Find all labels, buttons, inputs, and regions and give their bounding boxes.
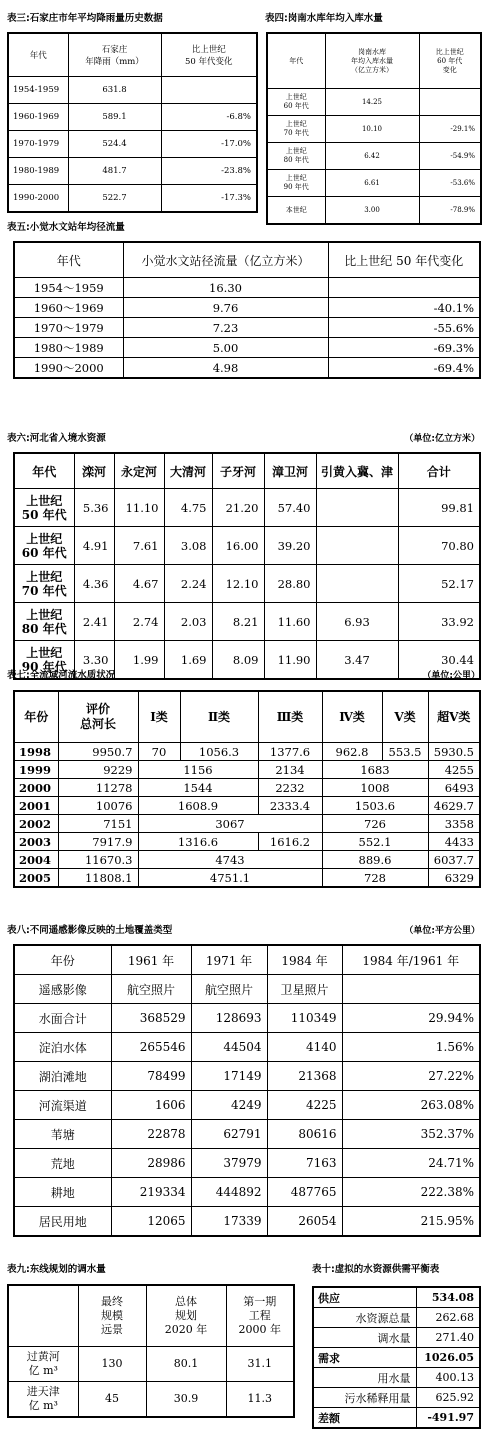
table-cell: 8.21 [212, 603, 264, 641]
year-cell: 1998 [14, 743, 58, 761]
table-cell: 上世纪 70 年代 [267, 116, 325, 143]
table-row [8, 131, 257, 158]
table-cell: 4249 [191, 1091, 267, 1120]
table-cell: 368529 [111, 1004, 191, 1033]
table-row [267, 143, 481, 170]
table-cell: 1503.6 [322, 797, 428, 815]
table-cell: 21.20 [212, 489, 264, 527]
table-cell: 80616 [267, 1120, 342, 1149]
table-cell: 589.1 [68, 104, 161, 131]
table-cell: -69.4% [328, 358, 480, 379]
table-cell: 上世纪 80 年代 [267, 143, 325, 170]
table-cell: 苇塘 [14, 1120, 111, 1149]
t8-subheader-cell: 航空照片 [111, 975, 191, 1004]
table7-caption: 表七:全流域河流水质状况 [7, 670, 116, 681]
table-cell: 1960-1969 [8, 104, 68, 131]
t6-header-cell: 合计 [398, 453, 480, 489]
table-row [14, 797, 480, 815]
table-cell: 1316.6 [138, 833, 258, 851]
t8-subheader-cell: 航空照片 [191, 975, 267, 1004]
table-cell: 需求 [313, 1348, 416, 1368]
table-cell: 17149 [191, 1062, 267, 1091]
table-cell: 7.61 [114, 527, 164, 565]
table-row [8, 104, 257, 131]
subheader-row [14, 975, 480, 1004]
year-cell: 1999 [14, 761, 58, 779]
t3-header-cell: 比上世纪 50 年代变化 [161, 33, 257, 77]
t6-header-cell: 漳卫河 [264, 453, 316, 489]
table-cell: 上世纪 80 年代 [14, 603, 74, 641]
table-cell: 10076 [58, 797, 138, 815]
table-cell: 1954-1959 [8, 77, 68, 104]
year-cell: 2000 [14, 779, 58, 797]
table-cell [328, 278, 480, 298]
table-cell: 上世纪 60 年代 [14, 527, 74, 565]
table-cell: 26054 [267, 1207, 342, 1237]
table-cell: 1606 [111, 1091, 191, 1120]
table-cell: 1008 [322, 779, 428, 797]
table-row [313, 1348, 480, 1368]
year-cell: 2003 [14, 833, 58, 851]
table-cell: 215.95% [342, 1207, 480, 1237]
table-cell: 6493 [428, 779, 480, 797]
table6-unit: （单位:亿立方米） [404, 434, 480, 444]
table-row [313, 1328, 480, 1348]
table9 [7, 1284, 295, 1418]
table-cell: -17.0% [161, 131, 257, 158]
table-cell: 7151 [58, 815, 138, 833]
table-row [14, 298, 480, 318]
table-cell: 44504 [191, 1033, 267, 1062]
table-row [8, 185, 257, 213]
table-cell: 352.37% [342, 1120, 480, 1149]
table-cell: 534.08 [416, 1287, 480, 1308]
t4-header-cell: 年代 [267, 33, 325, 89]
table-cell: 淀泊水体 [14, 1033, 111, 1062]
t6-header-cell: 滦河 [74, 453, 114, 489]
table-cell: 70 [138, 743, 180, 761]
table-cell: 3.00 [325, 197, 419, 225]
table-cell: 2.03 [164, 603, 212, 641]
table-row [267, 170, 481, 197]
table-cell: 调水量 [313, 1328, 416, 1348]
table-cell: 11.90 [264, 641, 316, 680]
table-cell: 31.1 [226, 1347, 294, 1382]
table-cell: 上世纪 90 年代 [267, 170, 325, 197]
table-cell: 5.00 [123, 338, 328, 358]
table-cell: 上世纪 70 年代 [14, 565, 74, 603]
t8-header-cell: 1971 年 [191, 945, 267, 975]
table-row [313, 1408, 480, 1429]
table-cell: 居民用地 [14, 1207, 111, 1237]
table6 [13, 452, 481, 680]
t7-header-cell: Ⅴ类 [382, 691, 428, 743]
year-cell: 2004 [14, 851, 58, 869]
table-row [14, 318, 480, 338]
table-cell: 552.1 [322, 833, 428, 851]
t7-header-cell: 超Ⅴ类 [428, 691, 480, 743]
table-cell: 400.13 [416, 1368, 480, 1388]
table-row [14, 1149, 480, 1178]
table-cell [419, 89, 481, 116]
table-cell: 30.9 [146, 1382, 226, 1418]
table-row [313, 1388, 480, 1408]
table-cell: 99.81 [398, 489, 480, 527]
table-cell: 487765 [267, 1178, 342, 1207]
table-cell: 6329 [428, 869, 480, 888]
table-cell: 1.56% [342, 1033, 480, 1062]
table-cell: 1.99 [114, 641, 164, 680]
table-row [313, 1368, 480, 1388]
table-cell: 1377.6 [258, 743, 322, 761]
table-cell: 553.5 [382, 743, 428, 761]
table-cell: 11278 [58, 779, 138, 797]
t6-header-cell: 年代 [14, 453, 74, 489]
t3-header-cell: 年代 [8, 33, 68, 77]
table-cell: 263.08% [342, 1091, 480, 1120]
table-cell: 水资源总量 [313, 1308, 416, 1328]
table-cell: 1608.9 [138, 797, 258, 815]
table-cell: 33.92 [398, 603, 480, 641]
year-cell: 2002 [14, 815, 58, 833]
table-cell: 12.10 [212, 565, 264, 603]
table-cell: 湖泊滩地 [14, 1062, 111, 1091]
table-cell: 524.4 [68, 131, 161, 158]
table-cell: 37979 [191, 1149, 267, 1178]
table-cell: 271.40 [416, 1328, 480, 1348]
table-cell: 供应 [313, 1287, 416, 1308]
table-row [8, 1382, 294, 1418]
table-cell: 5.36 [74, 489, 114, 527]
table-cell: 29.94% [342, 1004, 480, 1033]
table-cell: 4140 [267, 1033, 342, 1062]
table-cell: 3.08 [164, 527, 212, 565]
table-row [14, 278, 480, 298]
table-cell: 2333.4 [258, 797, 322, 815]
table-cell: 4751.1 [138, 869, 322, 888]
table-cell: 3067 [138, 815, 322, 833]
table-row [14, 1207, 480, 1237]
table-cell: -78.9% [419, 197, 481, 225]
t4-header-cell: 比上世纪 60 年代 变化 [419, 33, 481, 89]
table-cell: 30.44 [398, 641, 480, 680]
table-cell: 128693 [191, 1004, 267, 1033]
table-cell: 3358 [428, 815, 480, 833]
table-cell: 6.42 [325, 143, 419, 170]
table-cell: 2.24 [164, 565, 212, 603]
table-cell: 4.75 [164, 489, 212, 527]
table-row [8, 1347, 294, 1382]
table-cell: 4255 [428, 761, 480, 779]
table-cell: 水面合计 [14, 1004, 111, 1033]
table-cell: 1616.2 [258, 833, 322, 851]
table-cell: 3.47 [316, 641, 398, 680]
table5-caption: 表五:小觉水文站年均径流量 [7, 222, 125, 233]
table10-caption: 表十:虚拟的水资源供需平衡表 [312, 1264, 440, 1275]
table-cell: -55.6% [328, 318, 480, 338]
table3 [7, 32, 258, 213]
table-cell: 2.41 [74, 603, 114, 641]
table-cell: 4.91 [74, 527, 114, 565]
table-row [14, 1178, 480, 1207]
table-cell: 17339 [191, 1207, 267, 1237]
table-cell: 4629.7 [428, 797, 480, 815]
t3-header-cell: 石家庄 年降雨（mm） [68, 33, 161, 77]
table-row [14, 565, 480, 603]
table7 [13, 690, 481, 888]
table-row [14, 1091, 480, 1120]
table7-unit: （单位:公里） [422, 671, 480, 681]
table9-caption: 表九:东线规划的调水量 [7, 1264, 106, 1275]
table-row [14, 743, 480, 761]
t5-header-cell: 小觉水文站径流量（亿立方米） [123, 242, 328, 278]
table-cell: 265546 [111, 1033, 191, 1062]
table8 [13, 944, 481, 1237]
table-cell: 8.09 [212, 641, 264, 680]
table-cell: 481.7 [68, 158, 161, 185]
table-cell: 45 [78, 1382, 146, 1418]
table-cell: 6.93 [316, 603, 398, 641]
table-cell: 进天津 亿 m³ [8, 1382, 78, 1418]
table-cell: -23.8% [161, 158, 257, 185]
table-cell: 4.67 [114, 565, 164, 603]
t8-subheader-cell [342, 975, 480, 1004]
table-cell: 962.8 [322, 743, 382, 761]
table-cell: 10.10 [325, 116, 419, 143]
table-cell: 726 [322, 815, 428, 833]
table-row [267, 116, 481, 143]
table-cell: 上世纪 50 年代 [14, 489, 74, 527]
table-cell: 728 [322, 869, 428, 888]
table-cell: -53.6% [419, 170, 481, 197]
table-cell: 6037.7 [428, 851, 480, 869]
table-row [14, 779, 480, 797]
t7-header-cell: Ⅰ类 [138, 691, 180, 743]
table-cell: 22878 [111, 1120, 191, 1149]
t9-header-cell: 第一期 工程 2000 年 [226, 1285, 294, 1347]
table-cell: 1960～1969 [14, 298, 123, 318]
table-cell: 12065 [111, 1207, 191, 1237]
table-row [14, 489, 480, 527]
table-cell: 1970～1979 [14, 318, 123, 338]
table-cell: 上世纪 90 年代 [14, 641, 74, 680]
table-cell: 荒地 [14, 1149, 111, 1178]
table-cell: 130 [78, 1347, 146, 1382]
table-cell: 1056.3 [180, 743, 258, 761]
table-cell: 70.80 [398, 527, 480, 565]
table-cell: 16.00 [212, 527, 264, 565]
header-row [14, 945, 480, 975]
table-cell: 9.76 [123, 298, 328, 318]
table-row [14, 851, 480, 869]
table-cell: 14.25 [325, 89, 419, 116]
table-cell: 62791 [191, 1120, 267, 1149]
table-row [8, 77, 257, 104]
table-cell: 1683 [322, 761, 428, 779]
t6-header-cell: 引黄入冀、津 [316, 453, 398, 489]
table10 [312, 1286, 481, 1429]
table-row [14, 527, 480, 565]
t7-header-cell: Ⅲ类 [258, 691, 322, 743]
table-cell: 39.20 [264, 527, 316, 565]
table-cell: 11808.1 [58, 869, 138, 888]
table-cell: 11.3 [226, 1382, 294, 1418]
table-cell: 11670.3 [58, 851, 138, 869]
table-cell: 7917.9 [58, 833, 138, 851]
table8-unit: （单位:平方公里） [404, 926, 480, 936]
table-cell: 1970-1979 [8, 131, 68, 158]
table5 [13, 241, 481, 379]
table-cell: 222.38% [342, 1178, 480, 1207]
table-row [14, 1062, 480, 1091]
table-cell: 7.23 [123, 318, 328, 338]
table-cell: 1980～1989 [14, 338, 123, 358]
table-cell: 57.40 [264, 489, 316, 527]
table-cell: 1544 [138, 779, 258, 797]
table-cell: 631.8 [68, 77, 161, 104]
t7-header-cell: Ⅳ类 [322, 691, 382, 743]
table4-caption: 表四:岗南水库年均入库水量 [265, 13, 383, 24]
table-cell: 1026.05 [416, 1348, 480, 1368]
table-cell: 过黄河 亿 m³ [8, 1347, 78, 1382]
table-cell: 28.80 [264, 565, 316, 603]
t7-header-cell: Ⅱ类 [180, 691, 258, 743]
table-cell: 7163 [267, 1149, 342, 1178]
table-cell: -54.9% [419, 143, 481, 170]
t5-header-cell: 比上世纪 50 年代变化 [328, 242, 480, 278]
table-row [14, 761, 480, 779]
table6-caption: 表六:河北省入境水资源 [7, 433, 106, 444]
table-cell: 5930.5 [428, 743, 480, 761]
table-cell: 110349 [267, 1004, 342, 1033]
table-cell: 1.69 [164, 641, 212, 680]
t8-subheader-cell: 卫星照片 [267, 975, 342, 1004]
table-row [14, 1033, 480, 1062]
table-cell: 2232 [258, 779, 322, 797]
t8-header-cell: 年份 [14, 945, 111, 975]
table-cell: 1990-2000 [8, 185, 68, 213]
t7-header-cell: 评价 总河长 [58, 691, 138, 743]
table-cell: 262.68 [416, 1308, 480, 1328]
table-cell: 625.92 [416, 1388, 480, 1408]
table-cell: 差额 [313, 1408, 416, 1429]
table-cell: 24.71% [342, 1149, 480, 1178]
table-cell: 2.74 [114, 603, 164, 641]
table-cell: 1156 [138, 761, 258, 779]
table-cell [161, 77, 257, 104]
table-cell: 52.17 [398, 565, 480, 603]
table3-caption: 表三:石家庄市年平均降雨量历史数据 [7, 13, 163, 24]
t8-header-cell: 1984 年/1961 年 [342, 945, 480, 975]
t9-header-cell: 总体 规划 2020 年 [146, 1285, 226, 1347]
table-cell: 2134 [258, 761, 322, 779]
t8-subheader-cell: 遥感影像 [14, 975, 111, 1004]
table-cell: -69.3% [328, 338, 480, 358]
table-cell: 4.36 [74, 565, 114, 603]
table-cell: 219334 [111, 1178, 191, 1207]
table-row [14, 1120, 480, 1149]
table-cell: 21368 [267, 1062, 342, 1091]
t6-header-cell: 永定河 [114, 453, 164, 489]
table-cell: 1980-1989 [8, 158, 68, 185]
table-row [14, 338, 480, 358]
t7-header-cell: 年份 [14, 691, 58, 743]
table-cell [316, 489, 398, 527]
year-cell: 2005 [14, 869, 58, 888]
t8-header-cell: 1984 年 [267, 945, 342, 975]
table-cell: -491.97 [416, 1408, 480, 1429]
year-cell: 2001 [14, 797, 58, 815]
table-cell: 本世纪 [267, 197, 325, 225]
table-row [267, 89, 481, 116]
t5-header-cell: 年代 [14, 242, 123, 278]
t8-header-cell: 1961 年 [111, 945, 191, 975]
table-cell: 444892 [191, 1178, 267, 1207]
table-cell: 9950.7 [58, 743, 138, 761]
table4 [266, 32, 482, 225]
table-row [313, 1287, 480, 1308]
table-cell: 耕地 [14, 1178, 111, 1207]
table-cell: 78499 [111, 1062, 191, 1091]
table-cell: 河流渠道 [14, 1091, 111, 1120]
t6-header-cell: 大清河 [164, 453, 212, 489]
table8-caption: 表八:不同遥感影像反映的土地覆盖类型 [7, 925, 173, 936]
table-cell: -6.8% [161, 104, 257, 131]
table-cell: 上世纪 60 年代 [267, 89, 325, 116]
table-cell: 4.98 [123, 358, 328, 379]
table-cell: 污水稀释用量 [313, 1388, 416, 1408]
table-row [14, 869, 480, 888]
table-cell: 6.61 [325, 170, 419, 197]
table-row [14, 833, 480, 851]
table-cell: 27.22% [342, 1062, 480, 1091]
table-cell: 522.7 [68, 185, 161, 213]
table-cell: 80.1 [146, 1347, 226, 1382]
table-cell [316, 565, 398, 603]
table-row [14, 815, 480, 833]
table-cell: 4225 [267, 1091, 342, 1120]
table-cell: 4743 [138, 851, 322, 869]
table-row [8, 158, 257, 185]
table-row [14, 358, 480, 379]
table-row [267, 197, 481, 225]
table-cell [316, 527, 398, 565]
table-cell: 1990～2000 [14, 358, 123, 379]
t9-header-cell: 最终 规模 远景 [78, 1285, 146, 1347]
table-row [14, 1004, 480, 1033]
table-cell: 4433 [428, 833, 480, 851]
table-cell: 16.30 [123, 278, 328, 298]
table-cell: 11.10 [114, 489, 164, 527]
table-row [14, 603, 480, 641]
table-cell: 用水量 [313, 1368, 416, 1388]
table-cell: 9229 [58, 761, 138, 779]
table-cell: 3.30 [74, 641, 114, 680]
table-row [313, 1308, 480, 1328]
table-cell: -40.1% [328, 298, 480, 318]
t6-header-cell: 子牙河 [212, 453, 264, 489]
t9-header-cell [8, 1285, 78, 1347]
table-cell: -17.3% [161, 185, 257, 213]
t4-header-cell: 岗南水库 年均入库水量 （亿立方米） [325, 33, 419, 89]
table-cell: 11.60 [264, 603, 316, 641]
table-cell: 1954～1959 [14, 278, 123, 298]
table-cell: 28986 [111, 1149, 191, 1178]
table-cell: 889.6 [322, 851, 428, 869]
table-cell: -29.1% [419, 116, 481, 143]
